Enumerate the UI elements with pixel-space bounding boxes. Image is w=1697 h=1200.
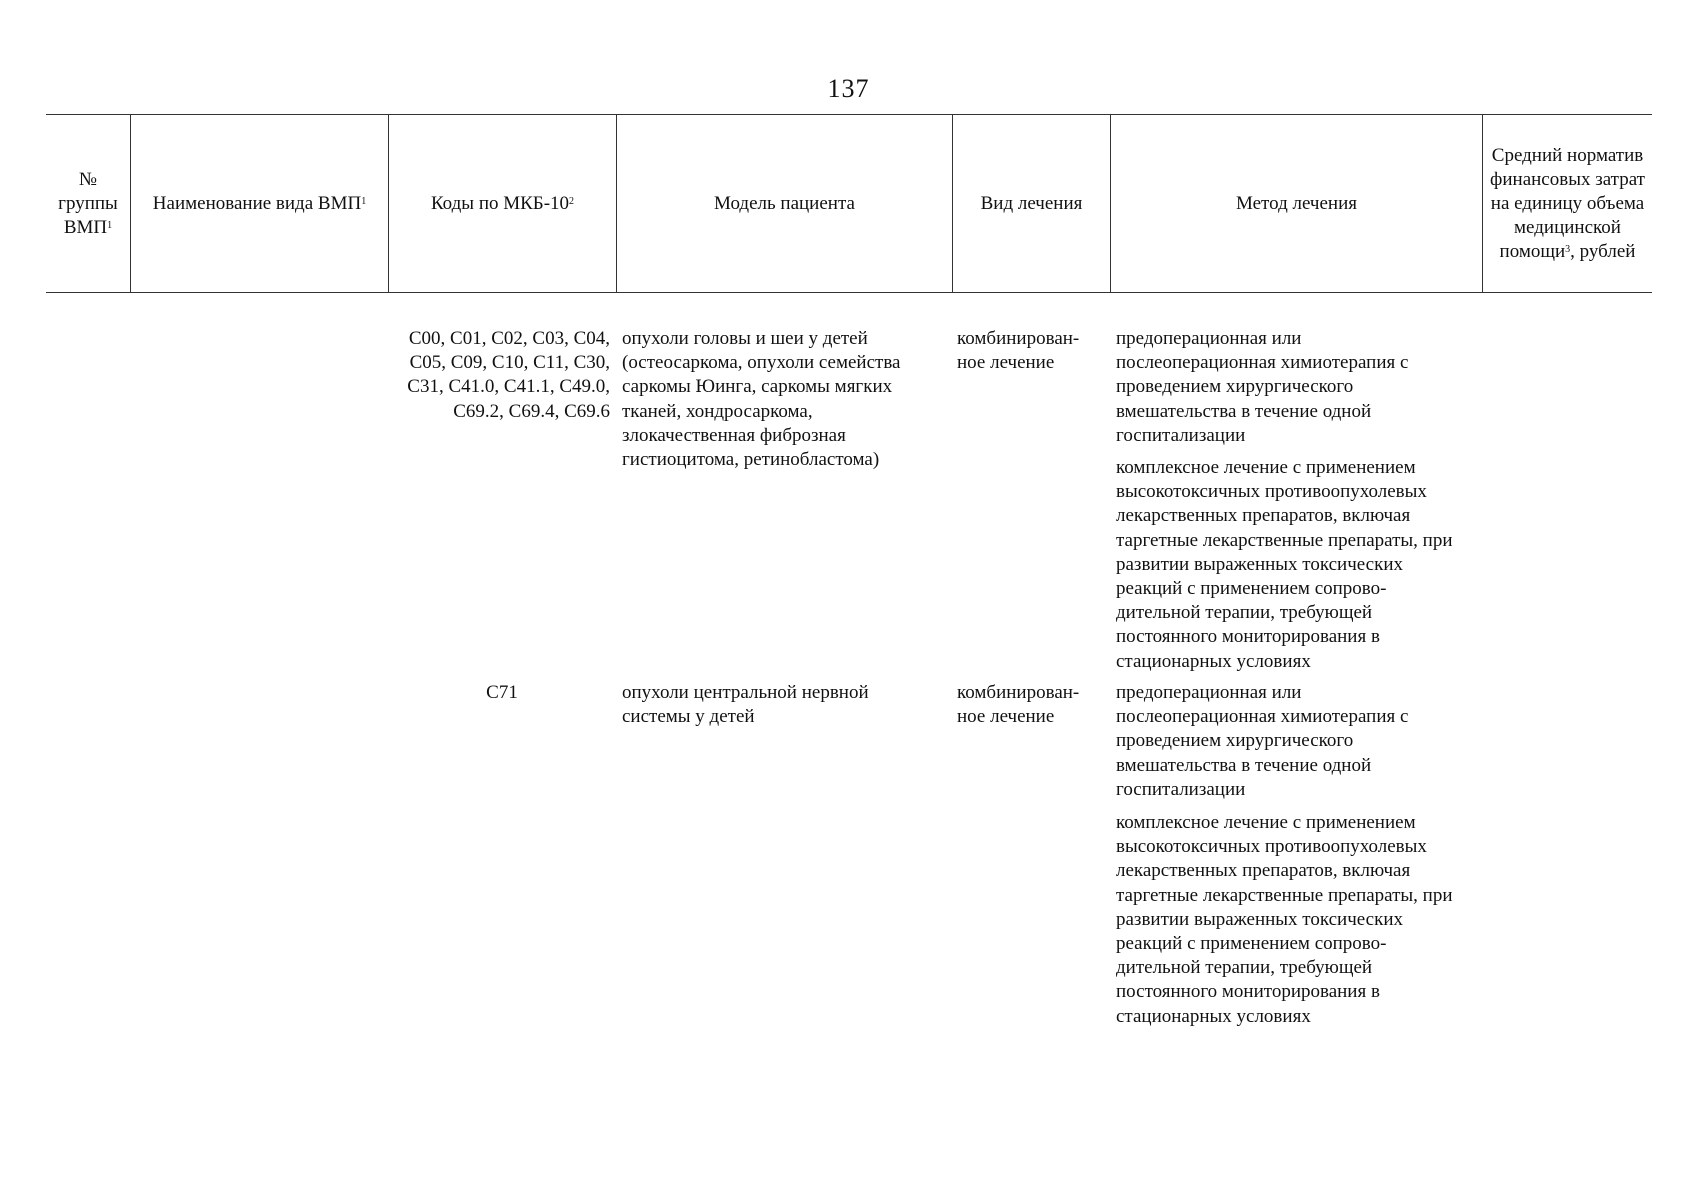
header-icd-codes: Коды по МКБ-$10^2$ [389,115,617,292]
header-cost-standard: Средний норматив финансовых затрат на единицу объема медицинской помощи$^3$, рублей [1490,144,1645,262]
treatment-method-line: послеоперационная химиотерапия с [1116,706,1409,728]
patient-model-line: тканей, хондросаркома, [622,400,813,422]
treatment-type-line: ное лечение [957,352,1055,374]
patient-model-line: опухоли центральной нервной [622,682,869,703]
patient-model-line: (остеосаркома, опухоли семейства [622,352,901,374]
treatment-method-line: предоперационная или [1116,328,1302,349]
treatment-method-line: вмешательства в течение одной [1116,754,1372,776]
treatment-method-line: вмешательства в течение одной [1116,400,1372,422]
row1-method-1 [1116,327,1486,448]
treatment-method-line: проведением хирургического [1116,376,1354,398]
patient-model-line: опухоли головы и шеи у детей [622,328,868,349]
row1-patient-model [622,327,942,472]
treatment-method-line: высокотоксичных противоопухолевых [1116,836,1427,858]
treatment-method-line: таргетные лекарственные препараты, при [1116,884,1453,906]
patient-model-line: гистиоцитома, ретинобластома) [622,449,880,471]
treatment-method-line: стационарных условиях [1116,1005,1311,1027]
treatment-type-line: ное лечение [957,706,1055,728]
header-vmp-name: Наименование вида ВМП$^1$ [131,115,389,292]
row1-treatment-type [957,327,1107,375]
row1-codes [394,327,610,424]
row2-method-2 [1116,811,1486,1029]
row2-method-1 [1116,681,1486,802]
treatment-method-line: лекарственных препаратов, включая [1116,505,1411,527]
treatment-method-line: комплексное лечение с применением [1116,457,1416,478]
treatment-method-line: стационарных условиях [1116,650,1311,672]
treatment-method-line: реакций с применением сопрово- [1116,933,1387,955]
table-header [46,114,1652,293]
treatment-method-line: постоянного мониторирования в [1116,981,1380,1003]
treatment-method-line: постоянного мониторирования в [1116,626,1380,648]
page-number: 137 [827,74,870,103]
treatment-method-line: лекарственных препаратов, включая [1116,860,1411,882]
row2-patient-model [622,681,942,729]
treatment-method-line: предоперационная или [1116,682,1302,703]
icd-code-line: C05, C09, C10, C11, C30, [409,352,610,374]
icd-code-line: C31, C41.0, C41.1, C49.0, [407,376,610,398]
icd-code-line: C71 [486,682,518,703]
icd-code-line: C00, C01, C02, C03, C04, [408,328,610,349]
header-treatment-type: Вид лечения [953,115,1111,292]
row2-treatment-type [957,681,1107,729]
treatment-method-line: проведением хирургического [1116,730,1354,752]
treatment-method-line: таргетные лекарственные препараты, при [1116,529,1453,551]
treatment-method-line: высокотоксичных противоопухолевых [1116,481,1427,503]
treatment-method-line: госпитализации [1116,778,1246,800]
header-patient-model: Модель пациента [617,115,953,292]
treatment-method-line: дительной терапии, требующей [1116,957,1373,979]
treatment-method-line: развитии выраженных токсических [1116,908,1404,930]
treatment-method-line: послеоперационная химиотерапия с [1116,352,1409,374]
treatment-method-line: госпитализации [1116,424,1246,446]
patient-model-line: саркомы Юинга, саркомы мягких [622,376,893,398]
row1-method-2 [1116,456,1486,674]
patient-model-line: злокачественная фиброзная [622,424,846,446]
treatment-type-line: комбинирован- [957,328,1080,349]
treatment-method-line: комплексное лечение с применением [1116,812,1416,833]
header-treatment-method: Метод лечения [1111,115,1483,292]
treatment-method-line: реакций с применением сопрово- [1116,578,1387,600]
treatment-method-line: дительной терапии, требующей [1116,602,1373,624]
header-group-number: № группы ВМП$^1$ [46,115,131,292]
row2-codes [394,681,610,705]
patient-model-line: системы у детей [622,706,755,728]
treatment-method-line: развитии выраженных токсических [1116,553,1404,575]
treatment-type-line: комбинирован- [957,682,1080,703]
icd-code-line: C69.2, C69.4, C69.6 [453,400,610,422]
